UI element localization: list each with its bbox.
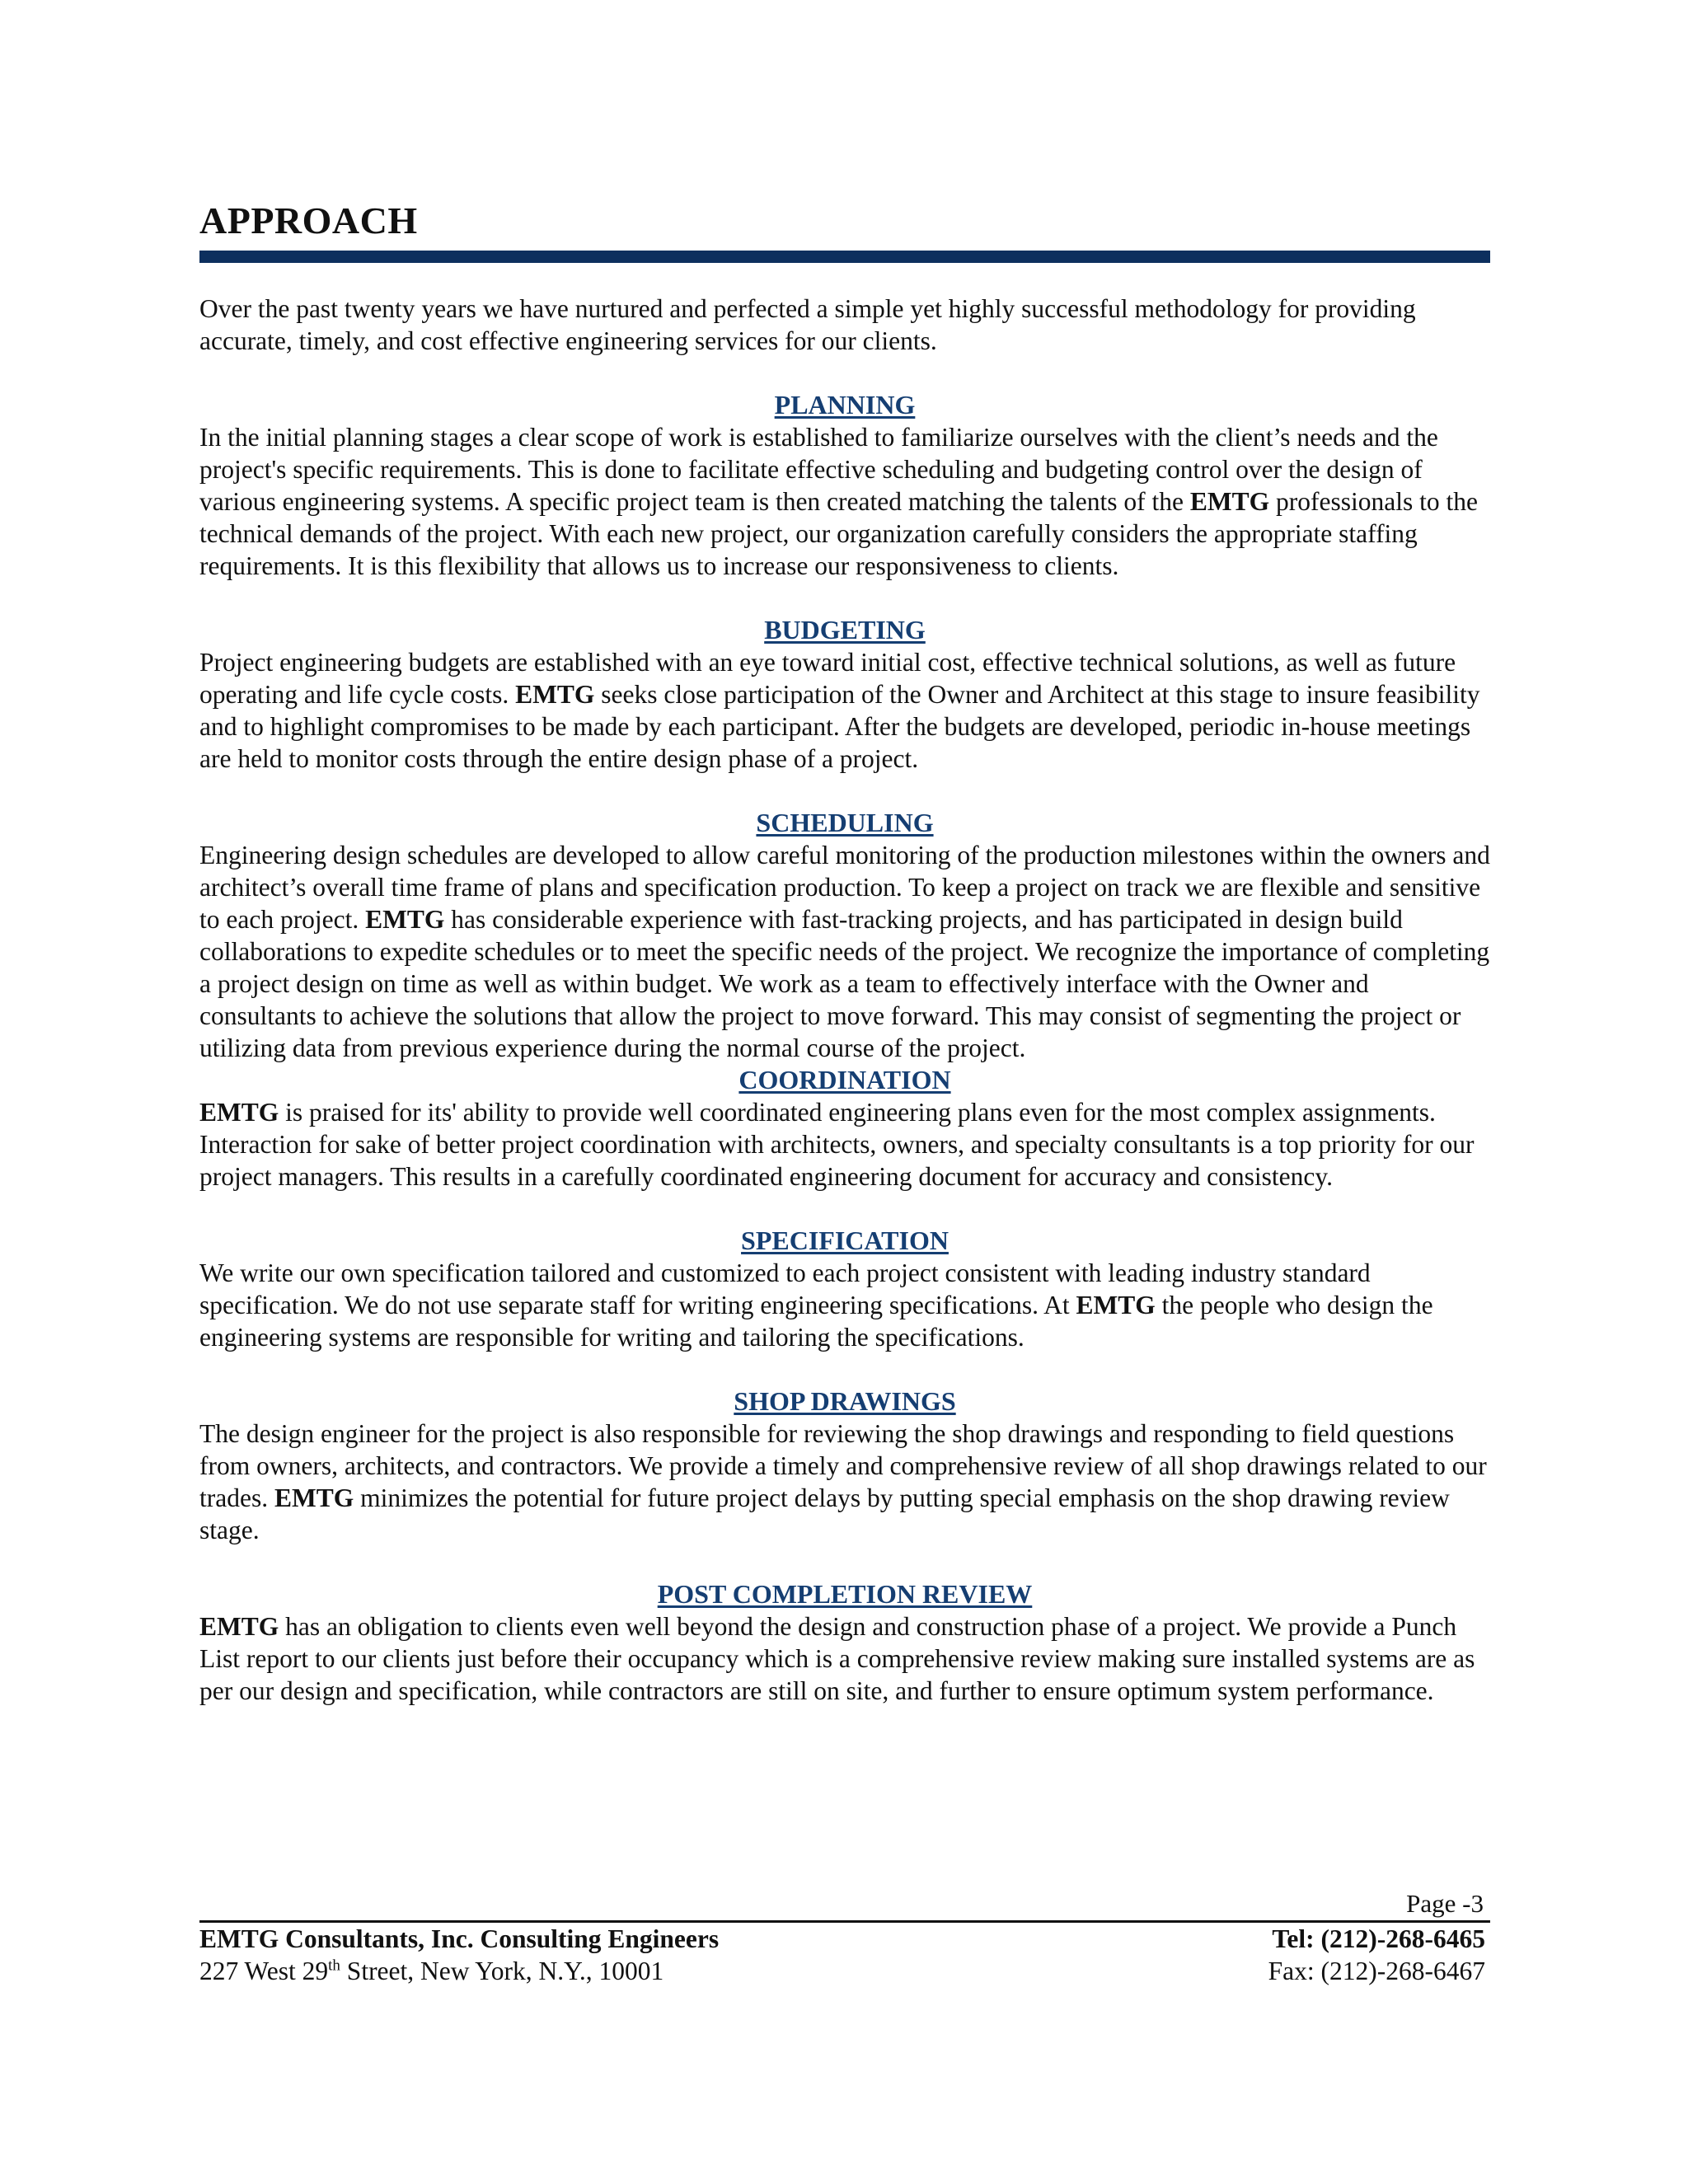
body-text: We write our own specification tailored and customized to each project consistent with leading industry standard specification. We do not use separate staff for writing engineering specifications. At	[199, 1258, 1371, 1319]
section-shop-drawings	[199, 1385, 1490, 1546]
section-heading: COORDINATION	[738, 1065, 951, 1094]
section-specification	[199, 1225, 1490, 1353]
body-text: the people who design the engineering systems are responsible for writing and tailoring the specifications.	[199, 1291, 1433, 1352]
brand-name: EMTG	[515, 680, 595, 709]
section-coordination	[199, 1064, 1490, 1193]
section-heading: SHOP DRAWINGS	[734, 1386, 956, 1416]
page-number: Page -3	[1406, 1889, 1484, 1918]
section-budgeting	[199, 614, 1490, 775]
section-body	[199, 646, 1490, 775]
section-body	[199, 1096, 1490, 1193]
body-text: has an obligation to clients even well beyond the design and construction phase of a project. We provide a Punch List report to our clients just before their occupancy which is a comprehensive review making sure installed systems are as per our design and specification, while contractors are still on site, and further to ensure optimum system performance.	[199, 1612, 1475, 1705]
brand-name: EMTG	[199, 1098, 279, 1127]
body-text: In the initial planning stages a clear scope of work is established to familiarize ourselves with the client’s needs and the project's specific requirements. This is done to facilitate effective scheduling and budgeting control over the design of various engineering systems. A specific project team is then created matching the talents of the	[199, 423, 1438, 516]
body-text: professionals to the technical demands of the project. With each new project, our organization carefully considers the appropriate staffing requirements. It is this flexibility that allows us to increase our responsiveness to clients.	[199, 487, 1478, 580]
page-footer	[199, 1889, 1490, 1987]
brand-name: EMTG	[365, 905, 445, 934]
section-heading: POST COMPLETION REVIEW	[657, 1579, 1033, 1609]
intro-paragraph: Over the past twenty years we have nurtured and perfected a simple yet highly successful methodology for providing accurate, timely, and cost effective engineering services for our clients.	[199, 294, 1416, 355]
section-body	[199, 1610, 1490, 1707]
section-post-completion-review	[199, 1578, 1490, 1707]
company-name: EMTG Consultants, Inc. Consulting Engineers	[199, 1924, 720, 1953]
footer-row-1	[199, 1923, 1490, 1955]
brand-name: EMTG	[1189, 487, 1270, 516]
section-body	[199, 421, 1490, 582]
body-text: has considerable experience with fast-tracking projects, and has participated in design build collaborations to expedite schedules or to meet the specific needs of the project. We recognize the importance of completing a project design on time as well as within budget. We work as a team to effectively interface with the Owner and consultants to achieve the solutions that allow the project to move forward. This may consist of segmenting the project or utilizing data from previous experience during the normal course of the project.	[199, 905, 1490, 1062]
page-title: APPROACH	[199, 199, 418, 241]
section-planning	[199, 389, 1490, 582]
body-text: The design engineer for the project is also responsible for reviewing the shop drawings and responding to field questions from owners, architects, and contractors. We provide a timely and comprehensive review of all shop drawings related to our trades.	[199, 1419, 1487, 1512]
body-text: Engineering design schedules are developed to allow careful monitoring of the production milestones within the owners and architect’s overall time frame of plans and specification production. To keep a project on track we are flexible and sensitive to each project.	[199, 841, 1490, 934]
section-heading: PLANNING	[774, 390, 916, 419]
section-heading: SPECIFICATION	[741, 1226, 949, 1255]
address-rest: Street, New York, N.Y., 10001	[340, 1957, 664, 1985]
section-body	[199, 839, 1490, 1064]
section-scheduling	[199, 807, 1490, 1064]
address-ordinal-suffix: th	[328, 1957, 340, 1975]
fax-number: Fax: (212)-268-6467	[1268, 1957, 1485, 1985]
document-body	[199, 198, 1490, 1707]
footer-row-2	[199, 1955, 1490, 1987]
body-text: minimizes the potential for future project delays by putting special emphasis on the shop drawing review stage.	[199, 1483, 1450, 1544]
title-rule	[199, 251, 1490, 263]
company-address	[199, 1955, 663, 1987]
section-body	[199, 1418, 1490, 1546]
brand-name: EMTG	[274, 1483, 354, 1512]
brand-name: EMTG	[1076, 1291, 1156, 1319]
address-street-number: 227 West 29	[199, 1957, 329, 1985]
section-heading: BUDGETING	[764, 615, 926, 644]
phone-number: Tel: (212)-268-6465	[1272, 1924, 1485, 1953]
section-body	[199, 1257, 1490, 1353]
brand-name: EMTG	[199, 1612, 279, 1641]
body-text: Project engineering budgets are established with an eye toward initial cost, effective technical solutions, as well as future operating and life cycle costs.	[199, 648, 1456, 709]
body-text: seeks close participation of the Owner and Architect at this stage to insure feasibility and to highlight compromises to be made by each participant. After the budgets are developed, periodic in-house meetings are held to monitor costs through the entire design phase of a project.	[199, 680, 1480, 773]
section-heading: SCHEDULING	[756, 808, 934, 837]
body-text: is praised for its' ability to provide well coordinated engineering plans even for the most complex assignments. Interaction for sake of better project coordination with architects, owners, and specialty consultants is a top priority for our project managers. This results in a carefully coordinated engineering document for accuracy and consistency.	[199, 1098, 1475, 1191]
